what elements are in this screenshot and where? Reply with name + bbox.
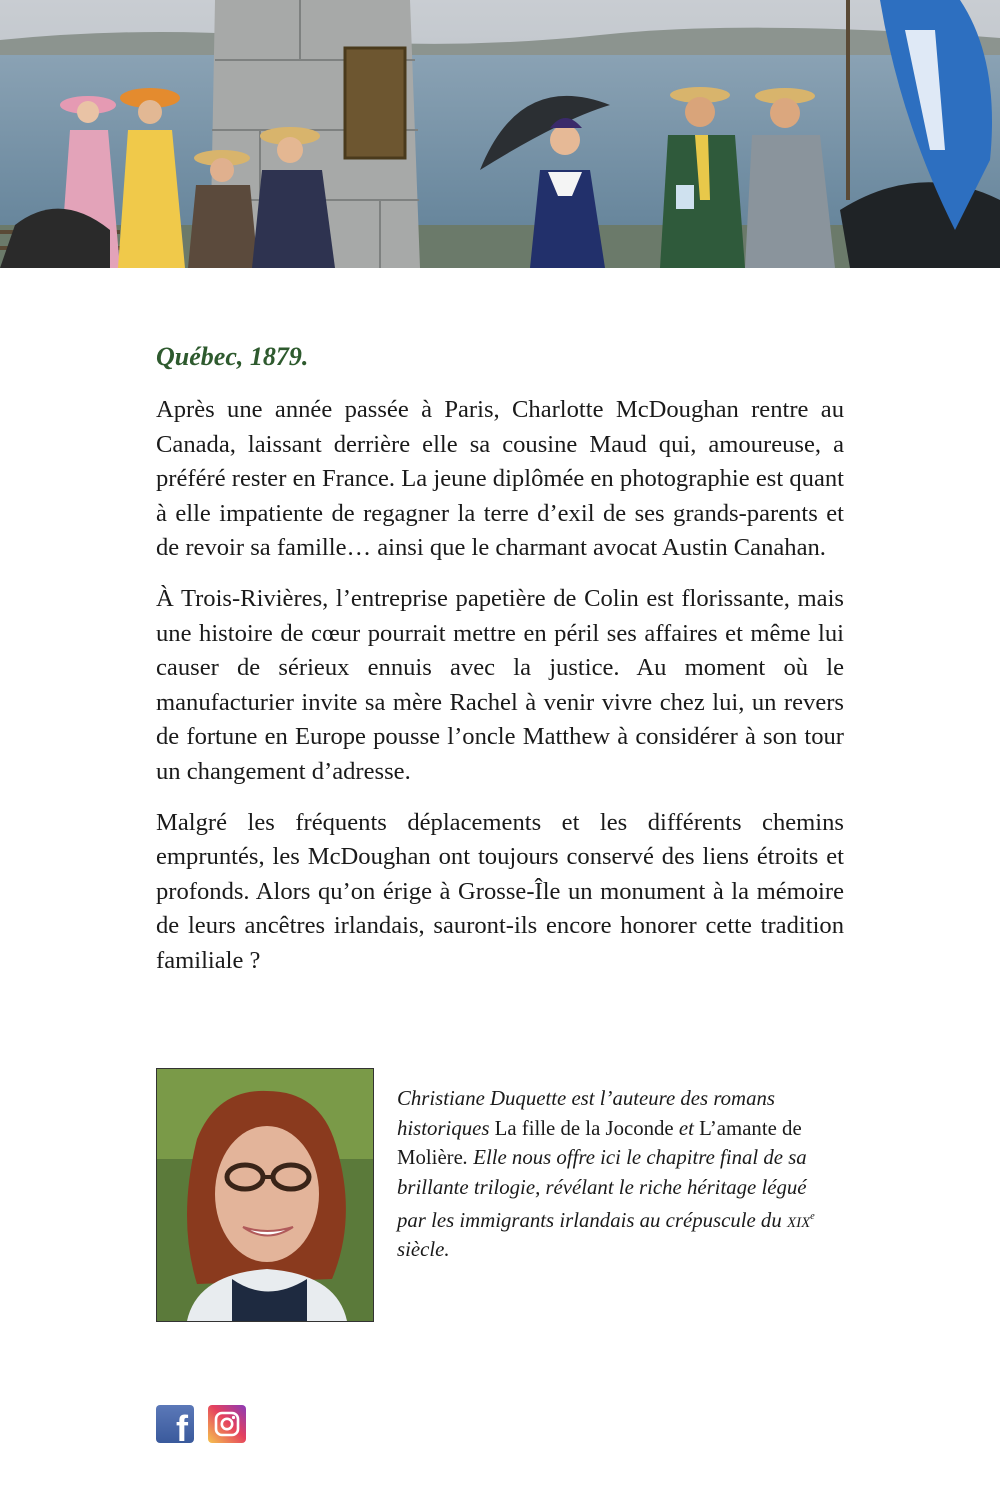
author-bio — [397, 1084, 837, 1265]
book-title: L’amante de Molière — [397, 1116, 802, 1169]
bio-text: et — [673, 1116, 700, 1140]
author-photo — [156, 1068, 374, 1322]
facebook-glyph: f — [176, 1408, 188, 1449]
instagram-camera-icon — [208, 1405, 246, 1443]
bio-text: siècle. — [397, 1238, 450, 1262]
synopsis — [156, 393, 844, 995]
book-title: La fille de la Joconde — [494, 1116, 674, 1140]
synopsis-paragraph: Malgré les fréquents déplacements et les différents chemins empruntés, les McDoughan ont toujours conservé des liens étroits et profonds. Alors qu’on érige à Grosse-Île un monument à la mémoire de leurs ancêtres irlandais, sauront-ils encore honorer cette tradition familiale ? — [156, 808, 844, 974]
author-portrait-icon — [157, 1069, 373, 1321]
place-date-heading: Québec, 1879. — [156, 342, 309, 371]
instagram-icon[interactable] — [208, 1405, 246, 1443]
synopsis-paragraph: À Trois-Rivières, l’entreprise papetière de Colin est florissante, mais une histoire de cœur pourrait mettre en péril ses affaires et même lui causer de sérieux ennuis avec la justice. Au moment où le manufacturier invite sa mère Rachel à venir vivre chez lui, un revers de fortune en Europe pousse l’oncle Matthew à considérer à son tour un changement d’adresse. — [156, 584, 844, 785]
synopsis-paragraph: Après une année passée à Paris, Charlotte McDoughan rentre au Canada, laissant derrière elle sa cousine Maud qui, amoureuse, a préféré rester en France. La jeune diplômée en photographie est quant à elle impatiente de regagner la terre d’exil de ses grands-parents et de revoir sa famille… ainsi que le charmant avocat Austin Canahan. — [156, 396, 844, 562]
century-superscript: e — [810, 1211, 815, 1222]
facebook-icon[interactable] — [156, 1405, 194, 1449]
cover-painting-banner — [0, 0, 1000, 268]
painting-icon — [0, 0, 1000, 268]
bio-text: Christiane Duquette est l’auteure des romans historiques — [397, 1087, 775, 1140]
bio-text: . Elle nous offre ici le chapitre final de sa brillante trilogie, révélant le riche héritage légué par les immigrants irlandais au crépuscule du — [397, 1146, 807, 1232]
century-numeral: xix — [786, 1208, 811, 1232]
